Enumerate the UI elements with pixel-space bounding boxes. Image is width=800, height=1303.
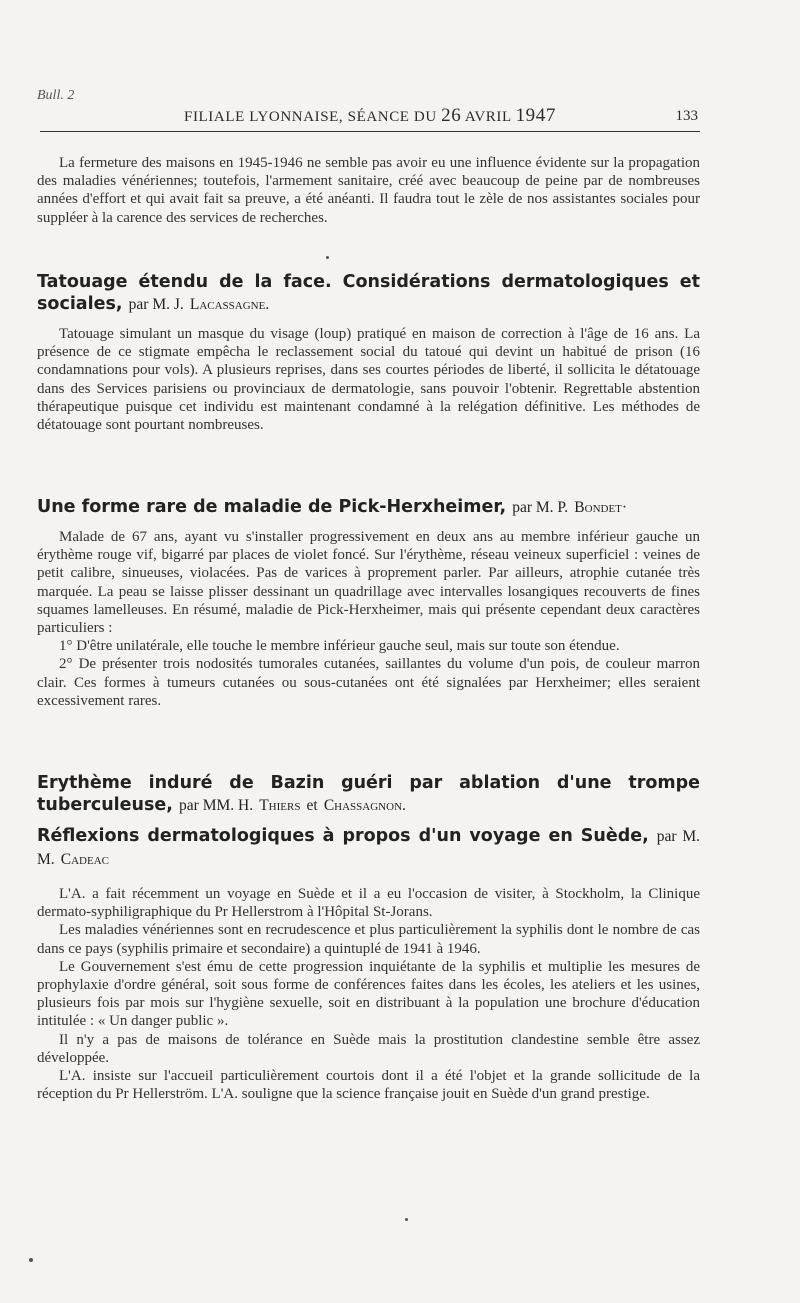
section-pick-herxheimer: [37, 496, 700, 710]
section-title: Erythème induré de Bazin guéri par ablation d'une trompe tuberculeuse,: [37, 773, 700, 815]
section-heading: [37, 772, 700, 817]
section-heading: [37, 496, 700, 519]
section-paragraph: L'A. insiste sur l'accueil particulièrement courtois dont il a été l'objet et la grande sollicitude de la réception du Pr Hellerström. L'A. souligne que la science française jouit en Suède d'un grand prestige.: [37, 1068, 700, 1103]
section-author: Bondet·: [574, 499, 628, 516]
section-author-2: Chassagnon.: [323, 797, 406, 814]
section-bazin: [37, 772, 700, 817]
ink-dot: [405, 1218, 408, 1221]
running-title-prefix: FILIALE LYONNAISE, SÉANCE DU: [184, 109, 437, 125]
intro-block: [37, 154, 700, 227]
section-paragraph: Les maladies vénériennes sont en recrudescence et plus particulièrement la syphilis dont le nombre de cas dans ce pays (syphilis primaire et secondaire) a quintuplé de 1941 à 1946.: [37, 922, 700, 957]
section-heading: [37, 825, 700, 871]
section-byline: par M. J.: [128, 296, 184, 313]
section-paragraph: Le Gouvernement s'est ému de cette progression inquiétante de la syphilis et multiplie les mesures de prophylaxie d'ordre général, soit sous forme de conférences faites dans les écoles, les ateliers et les usines, plusieurs fois par mois sur l'hygiène sexuelle, soit en distribuant à la population une brochure d'éducation intitulée : « Un danger public ».: [37, 958, 700, 1030]
ink-dot: [29, 1258, 33, 1262]
section-byline: par MM. H.: [179, 797, 254, 814]
section-paragraph: 1° D'être unilatérale, elle touche le membre inférieur gauche seul, mais sur toute son étendue.: [59, 638, 620, 655]
running-title-year: 1947: [515, 105, 556, 126]
section-title: Réflexions dermatologiques à propos d'un voyage en Suède,: [37, 826, 649, 846]
section-tatouage: [37, 271, 700, 434]
section-paragraph: L'A. a fait récemment un voyage en Suède et il a eu l'occasion de visiter, à Stockholm, la Clinique dermato-syphiligraphique du Pr Hellerstrom à l'Hôpital St-Jorans.: [37, 886, 700, 921]
section-paragraph: Il n'y a pas de maisons de tolérance en Suède mais la prostitution clandestine semble être assez développée.: [37, 1031, 700, 1066]
running-title-day: 26: [441, 105, 462, 126]
section-author: Thiers: [259, 797, 301, 814]
section-byline: par M. M.: [37, 828, 700, 868]
bulletin-label: Bull. 2: [37, 88, 75, 103]
section-paragraph: 2° De présenter trois nodosités tumorales cutanées, saillantes du volume d'un pois, de couleur marron clair. Ces formes à tumeurs cutanées ou sous-cutanées ont été signalées par Herxheimer; elles seraient excessivement rares.: [37, 656, 700, 709]
section-byline: par M. P.: [512, 499, 569, 516]
section-author: Lacassagne.: [189, 296, 270, 313]
section-suede: [37, 825, 700, 1103]
section-author: Cadeac: [60, 851, 109, 868]
section-title: Une forme rare de maladie de Pick-Herxheimer,: [37, 497, 507, 517]
running-title: [40, 105, 700, 127]
running-title-month: AVRIL: [464, 109, 512, 125]
section-title: Tatouage étendu de la face. Considérations dermatologiques et sociales,: [37, 272, 700, 314]
section-paragraph: Tatouage simulant un masque du visage (loup) pratiqué en maison de correction à l'âge de 16 ans. La présence de ce stigmate empêcha le reclassement social du tatoué qui devint un habitué de prison (16 condamnations pour vols). A plusieurs reprises, dans ses courtes périodes de liberté, il sollicita le détatouage dans des Services parisiens ou provinciaux de dermatologie, sans pouvoir l'obtenir. Regrettable abstention thérapeutique puisque cet individu est maintenant condamné à la relégation définitive. Les méthodes de détatouage sont pourtant nombreuses.: [37, 326, 700, 434]
section-paragraph: Malade de 67 ans, ayant vu s'installer progressivement en deux ans au membre inférieur gauche un érythème rouge vif, bigarré par places de violet foncé. Sur l'érythème, réseau veineux superficiel : veines de petit calibre, sinueuses, violacées. Pas de varices à proprement parler. Par ailleurs, atrophie cutanée très marquée. La peau se laisse plisser dessinant un quadrillage avec intervalles losangiques recouverts de fines squames lamelleuses. En résumé, maladie de Pick-Herxheimer, mais qui présente cependant deux caractères particuliers :: [37, 529, 700, 637]
ink-dot: [326, 256, 329, 259]
running-header: [40, 103, 700, 132]
intro-paragraph: La fermeture des maisons en 1945-1946 ne semble pas avoir eu une influence évidente sur la propagation des maladies vénériennes; toutefois, l'armement sanitaire, créé avec beaucoup de peine par de nombreuses années d'effort et qui avait fait sa preuve, a été anéanti. Il faudra tout le zèle de nos assistantes sociales pour suppléer à la carence des services de recherches.: [37, 155, 700, 226]
section-author-conjunction: et: [306, 797, 318, 814]
page-number: 133: [675, 108, 698, 124]
section-heading: [37, 271, 700, 316]
